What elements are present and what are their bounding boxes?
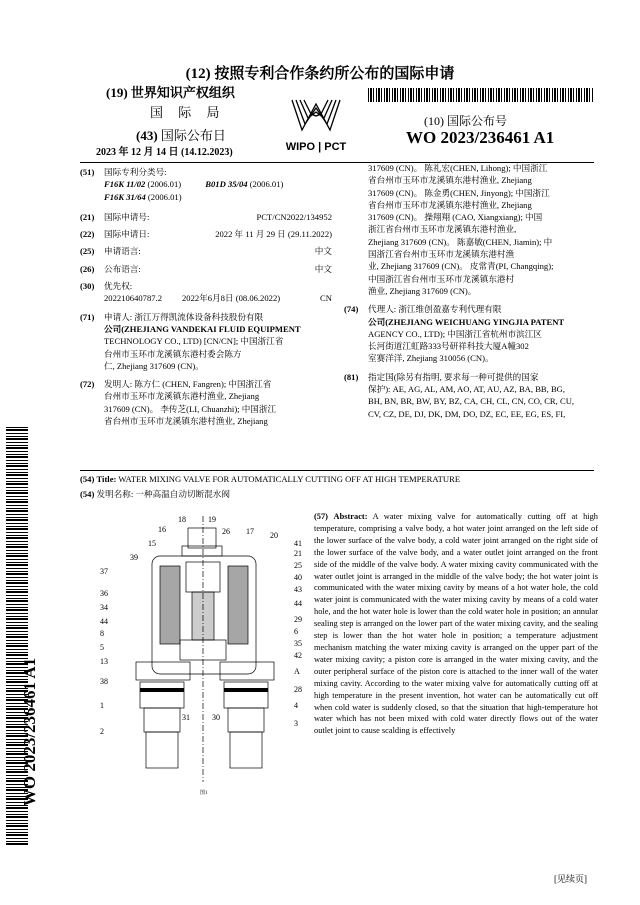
- applicant-line: 申请人: 浙江万得凯流体设备科技股份有限: [104, 311, 264, 322]
- side-publication-number: WO 2023/236461 A1: [20, 657, 39, 807]
- drawing-part: [188, 528, 216, 548]
- field-label: 公布语言:: [104, 263, 141, 274]
- application-number: PCT/CN2022/134952: [256, 211, 332, 222]
- part-label: 40: [294, 573, 302, 582]
- part-label: 21: [294, 549, 302, 558]
- inventor-line: 317609 (CN)。 陈金勇(CHEN, Jinyong); 中国浙江: [368, 187, 550, 198]
- priority-number: 202210640787.2: [104, 293, 163, 304]
- field-code: (71): [80, 311, 95, 322]
- part-label: 18: [178, 515, 186, 524]
- part-label: A: [294, 667, 300, 676]
- field-code: (81): [344, 371, 359, 382]
- agent-line: AGENCY CO., LTD); 中国浙江省杭州市滨江区: [368, 328, 542, 339]
- part-label: 13: [100, 657, 108, 666]
- title-label: Title:: [96, 474, 117, 484]
- name-label: 发明名称:: [96, 489, 134, 500]
- ipc-code: F16K 11/02: [104, 179, 146, 190]
- inventors-continued: [344, 162, 596, 297]
- org-name: 世界知识产权组织: [130, 85, 235, 100]
- abstract: [314, 511, 598, 737]
- designated-states: [368, 371, 574, 420]
- part-label: 6: [294, 627, 298, 636]
- pubdate-label: 国际公布日: [160, 128, 226, 143]
- field-label: 国际申请日:: [104, 229, 150, 240]
- drawing-hatch: [224, 688, 268, 692]
- part-label: 37: [100, 567, 108, 576]
- ipc-version: (2006.01): [145, 191, 182, 202]
- priority-date: 2022年6月8日 (08.06.2022): [182, 293, 281, 304]
- part-label: 16: [158, 525, 166, 534]
- drawing-part: [228, 708, 264, 732]
- part-label: 43: [294, 585, 302, 594]
- designated-states-line: 指定国(除另有指明, 要求每一种可提供的国家: [368, 371, 539, 382]
- document-title: (12) 按照专利合作条约所公布的国际申请: [185, 66, 455, 82]
- part-label: 3: [294, 719, 298, 728]
- right-bibliographic-column: [344, 162, 596, 420]
- abstract-text: A water mixing valve for automatically cutting off at high temperature, comprising a valve body, a hot water joint arranged on the left side of the lower surface of the valve body, a cold water joint arranged on the right side of the lower surface of the valve body, and a water outlet joint arranged on the front side of the middle of the valve body. A water mixing cavity communicated with the water outlet joint is arranged in the middle of the valve body; the hot water joint is communicated with the water mixing cavity by means of a hot water hole, the cold water joint is communicated with the water mixing cavity by means of a cold water hole, and the hot water hole is lower than the cold water hole in position; an annular sealing step is arranged on the lower part of the water mixing cavity, and the sealing step is lower than the hot water hole in position; a temperature adjustment mechanism matching the water mixing cavity is arranged on the upper part of the water mixing cavity; a piston core is arranged in the water mixing cavity, and the outer peripheral surface of the piston core is attached to the inner wall of the water mixing cavity. According to the water mixing valve for automatically cutting off at high temperature in the present invention, hot water can be automatically cut off when cold water is suddenly closed, so that the situation that high-temperature hot water which has not been mixed with cold water directly flows out of the water outlet joint to cause scalding is effectively: [314, 512, 598, 736]
- part-label: 41: [294, 539, 302, 548]
- agent-line: 代理人: 浙江维创盈嘉专利代理有限: [368, 304, 502, 315]
- continued-note: [见续页]: [554, 874, 587, 884]
- field-code: (21): [80, 211, 95, 222]
- part-label: 34: [100, 603, 108, 612]
- part-label: 36: [100, 589, 108, 598]
- org-code: (19): [106, 85, 128, 100]
- field-label: 申请语言:: [104, 246, 141, 257]
- drawing-hatch: [160, 566, 180, 644]
- designated-states-line: CV, CZ, DE, DJ, DK, DM, DO, DZ, EC, EE, EG, ES, FI,: [368, 408, 566, 419]
- applicant: [104, 311, 301, 372]
- part-labels: [100, 515, 302, 796]
- inventor-line: 发明人: 陈方仁 (CHEN, Fangren); 中国浙江省: [104, 379, 272, 390]
- part-label: 19: [208, 515, 216, 524]
- drawing-part: [230, 732, 262, 768]
- part-label: 44: [100, 617, 108, 626]
- publication-language: 中文: [314, 263, 332, 274]
- inventor-line: 业, Zhejiang 317609 (CN)。 皮常青(PI, Changqing);: [368, 261, 554, 272]
- part-label: 2: [100, 727, 104, 736]
- name-value: 一种高温自动切断混水阀: [135, 489, 230, 500]
- abstract-code: (57): [314, 512, 328, 521]
- title-section: [80, 473, 594, 501]
- part-label: 17: [246, 527, 254, 536]
- part-label: 31: [182, 713, 190, 722]
- valve-drawing: [96, 512, 310, 798]
- part-label: 28: [294, 685, 302, 694]
- part-label: 42: [294, 651, 302, 660]
- pubdate-code: (43): [136, 128, 158, 143]
- field-code: (30): [80, 281, 95, 292]
- logo-text: WIPO | PCT: [285, 141, 347, 153]
- part-label: 4: [294, 701, 298, 710]
- field-label: 国际专利分类号:: [104, 167, 167, 177]
- applicant-line: TECHNOLOGY CO., LTD) [CN/CN]; 中国浙江省: [104, 336, 284, 347]
- field-code: (72): [80, 379, 95, 390]
- part-label: 5: [100, 643, 104, 652]
- part-label: 39: [130, 553, 138, 562]
- field-label: 国际申请号:: [104, 211, 150, 222]
- inventor-line: 台州市玉环市龙溪镇东港村渔业, Zhejiang: [104, 391, 260, 402]
- wipo-logo-icon: [262, 92, 370, 154]
- ipc-code: F16K 31/64: [104, 191, 146, 202]
- inventor-line: 317609 (CN)。 操翔翔 (CAO, Xiangxiang); 中国: [368, 212, 543, 223]
- agent-line: 长河街道江虹路333号研祥科技大厦A幢302: [368, 341, 529, 352]
- abstract-label: Abstract:: [333, 512, 368, 521]
- inventor-line: 国浙江省台州市玉环市龙溪镇东港村渔: [368, 249, 515, 260]
- inventor-line: 317609 (CN)。 李传芝(LI, Chuanzhi); 中国浙江: [104, 403, 277, 414]
- field-code: (51): [80, 167, 95, 177]
- drawing-part: [146, 732, 178, 768]
- drawing-hatch: [228, 566, 248, 644]
- ipc-version: (2006.01): [247, 179, 284, 190]
- field-code: (25): [80, 246, 95, 257]
- inventor-line: 中国浙江省台州市玉环市龙溪镇东港村: [368, 273, 515, 284]
- drawing-part: [140, 682, 184, 708]
- part-label: 20: [270, 531, 278, 540]
- publication-number: WO 2023/236461 A1: [406, 128, 555, 147]
- drawing-hatch: [192, 592, 214, 640]
- priority-country: CN: [320, 293, 332, 304]
- agent-line: 公司(ZHEJIANG WEICHUANG YINGJIA PATENT: [368, 316, 565, 327]
- part-label: 26: [222, 527, 230, 536]
- title-value: WATER MIXING VALVE FOR AUTOMATICALLY CUTTING OFF AT HIGH TEMPERATURE: [118, 474, 461, 484]
- inventor-line: 渔业, Zhejiang 317609 (CN)。: [368, 285, 477, 296]
- field-code: (26): [80, 263, 95, 274]
- pubno-label: (10) 国际公布号: [424, 114, 507, 128]
- organization: [106, 86, 235, 100]
- title-code: (54): [80, 474, 95, 484]
- part-label: 35: [294, 639, 302, 648]
- part-label: 25: [294, 561, 302, 570]
- drawing-part: [144, 708, 180, 732]
- applicant-line: 公司(ZHEJIANG VANDEKAI FLUID EQUIPMENT: [104, 323, 301, 334]
- part-label: 38: [100, 677, 108, 686]
- field-label: 优先权:: [104, 281, 133, 292]
- field-code: (74): [344, 304, 359, 315]
- drawing-part: [224, 682, 268, 708]
- part-label: 8: [100, 629, 104, 638]
- part-label: 44: [294, 599, 302, 608]
- part-label: 15: [148, 539, 156, 548]
- designated-states-line: 保护): AE, AG, AL, AM, AO, AT, AU, AZ, BA, BB, BG,: [368, 384, 566, 395]
- title-divider: [80, 470, 594, 471]
- inventor-line: 省台州市玉环市龙溪镇东港村渔业, Zhejiang: [104, 416, 268, 427]
- inventors: [104, 378, 276, 427]
- drawing-part: [136, 662, 190, 680]
- filing-date: 2022 年 11 月 29 日 (29.11.2022): [215, 229, 332, 240]
- bureau: 国 际 局: [150, 105, 226, 120]
- part-label: 29: [294, 615, 302, 624]
- inventor-line: Zhejiang 317609 (CN)。 陈嘉敏(CHEN, Jiamin); 中: [368, 236, 553, 247]
- drawing-part: [220, 662, 274, 680]
- drawing-hatch: [140, 688, 184, 692]
- part-label: 1: [100, 701, 104, 710]
- agent: [368, 303, 564, 364]
- field-code: (22): [80, 229, 95, 240]
- inventor-line: 317609 (CN)。 陈礼宏(CHEN, Lihong); 中国浙江: [368, 163, 548, 173]
- inventor-line: 省台州市玉环市龙溪镇东港村渔业, Zhejiang: [368, 175, 532, 186]
- filing-language: 中文: [314, 246, 332, 257]
- ipc-code: B01D 35/04: [205, 179, 248, 190]
- left-bibliographic-column: [80, 166, 332, 427]
- name-code: (54): [80, 489, 95, 500]
- applicant-line: 台州市玉环市龙溪镇东港村委会陈方: [104, 348, 242, 359]
- applicant-line: 仁, Zhejiang 317609 (CN)。: [104, 360, 204, 371]
- inventor-line: 省台州市玉环市龙溪镇东港村渔业, Zhejiang: [368, 199, 532, 210]
- pubdate-heading: [136, 125, 226, 144]
- designated-states-line: BH, BN, BR, BW, BY, BZ, CA, CH, CL, CN, CO, CR, CU,: [368, 396, 575, 407]
- part-label: 30: [212, 713, 220, 722]
- inventor-line: 浙江省台州市玉环市龙溪镇东港村渔业,: [368, 224, 517, 235]
- agent-line: 室赛洋洋, Zhejiang 310056 (CN)。: [368, 353, 494, 364]
- barcode: [368, 88, 594, 102]
- ipc-version: (2006.01): [145, 179, 182, 190]
- publication-date: 2023 年 12 月 14 日 (14.12.2023): [96, 147, 233, 158]
- figure-caption: 图1: [200, 791, 208, 796]
